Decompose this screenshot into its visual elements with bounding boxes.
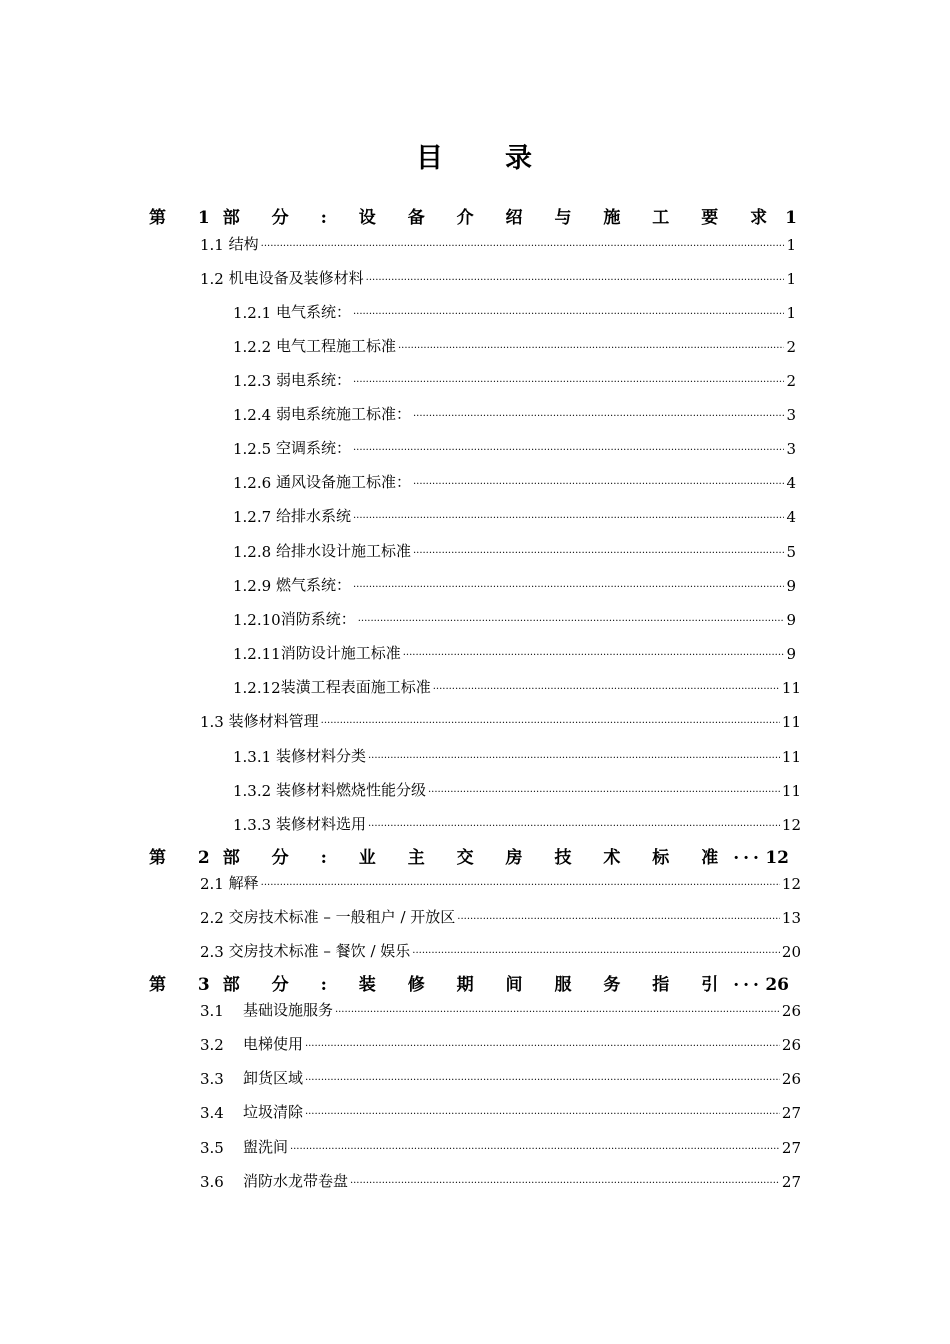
- toc-entry-3-2[interactable]: [200, 1028, 801, 1054]
- toc-entry-text: 电气系统：: [275, 303, 351, 321]
- toc-entry-1-2-7[interactable]: [233, 500, 796, 526]
- toc-page-number: 1: [786, 236, 796, 254]
- toc-entry-1-2-4[interactable]: [233, 398, 796, 424]
- toc-entry-1-2-12[interactable]: [233, 671, 801, 697]
- toc-entry-number: 1.2.4: [233, 406, 272, 424]
- toc-entry-1-2-2[interactable]: [233, 330, 796, 356]
- toc-entry-text: 交房技术标准 – 一般租户 / 开放区: [228, 908, 456, 926]
- toc-entry-text: 通风设备施工标准：: [275, 473, 411, 491]
- toc-entry-text: 装修材料管理: [228, 712, 319, 730]
- toc-entry-number: 1.2.11: [233, 645, 281, 663]
- toc-entry-number: 1.3: [200, 713, 224, 731]
- toc-entry-1-2-10[interactable]: [233, 603, 796, 629]
- toc-page-number: 4: [786, 474, 796, 492]
- toc-entry-number: 3.4: [200, 1104, 224, 1122]
- toc-page-number: 2: [786, 372, 796, 390]
- leader-dots: [305, 1066, 780, 1084]
- toc-page-number: 1: [785, 208, 797, 228]
- leader-dots: [290, 1135, 780, 1153]
- toc-page-number: 11: [781, 713, 801, 731]
- leader-dots: [433, 675, 780, 693]
- toc-entry-1-3[interactable]: [200, 705, 801, 731]
- toc-page-number: 26: [781, 1036, 801, 1054]
- toc-page-number: 12: [781, 816, 801, 834]
- toc-entry-1-2-9[interactable]: [233, 569, 796, 595]
- toc-page-number: 12: [781, 875, 801, 893]
- toc-entry-text: 燃气系统：: [275, 576, 351, 594]
- toc-entry-3-4[interactable]: [200, 1096, 801, 1122]
- toc-page-number: 2: [786, 338, 796, 356]
- toc-entry-1-3-3[interactable]: [233, 808, 801, 834]
- toc-entry-number: 1.2.9: [233, 577, 272, 595]
- toc-entry-number: 1.2.12: [233, 679, 281, 697]
- toc-page-number: 27: [781, 1139, 801, 1157]
- toc-entry-number: 3.3: [200, 1070, 224, 1088]
- toc-page-number: 9: [786, 645, 796, 663]
- toc-entry-number: 1.3.2: [233, 782, 272, 800]
- toc-entry-number: 3.2: [200, 1036, 224, 1054]
- toc-entry-text: 空调系统：: [275, 439, 351, 457]
- toc-entry-number: 1.1: [200, 236, 224, 254]
- leader-dots: [398, 334, 784, 352]
- toc-part-3[interactable]: [149, 969, 789, 995]
- toc-page-number: 20: [781, 943, 801, 961]
- toc-entry-text: 机电设备及装修材料: [228, 269, 364, 287]
- toc-entry-1-2-1[interactable]: [233, 296, 796, 322]
- toc-page-number: 9: [786, 577, 796, 595]
- leader-dots: [413, 470, 784, 488]
- toc-entry-2-3[interactable]: [200, 935, 801, 961]
- toc-page-number: 27: [781, 1173, 801, 1191]
- leader-dots: [350, 1169, 780, 1187]
- toc-entry-1-2-11[interactable]: [233, 637, 796, 663]
- toc-entry-text: 电梯使用: [242, 1035, 303, 1053]
- toc-entry-number: 3.1: [200, 1002, 224, 1020]
- toc-entry-text: 垃圾清除: [242, 1103, 303, 1121]
- toc-entry-number: 1.2.6: [233, 474, 272, 492]
- toc-entry-2-2[interactable]: [200, 901, 801, 927]
- leader-dots: [368, 744, 780, 762]
- toc-entry-1-2-3[interactable]: [233, 364, 796, 390]
- toc-entry-text: 弱电系统施工标准：: [275, 405, 411, 423]
- leader-dots: [457, 905, 780, 923]
- leader-dots: [368, 812, 780, 830]
- toc-page-number: 26: [781, 1070, 801, 1088]
- toc-entry-number: 1.2: [200, 270, 224, 288]
- toc-entry-number: 1.3.3: [233, 816, 272, 834]
- toc-page-number: 13: [781, 909, 801, 927]
- toc-page-number: 3: [786, 406, 796, 424]
- leader-dots: [733, 844, 763, 864]
- toc-entry-text: 装潢工程表面施工标准: [280, 678, 431, 696]
- toc-entry-text: 基础设施服务: [242, 1001, 333, 1019]
- leader-dots: [366, 266, 785, 284]
- toc-entry-number: 2.3: [200, 943, 224, 961]
- leader-dots: [353, 368, 784, 386]
- leader-dots: [413, 402, 784, 420]
- leader-dots: [358, 607, 785, 625]
- leader-dots: [413, 539, 784, 557]
- toc-entry-text: 装修材料分类: [275, 747, 366, 765]
- toc-entry-2-1[interactable]: [200, 867, 801, 893]
- toc-entry-text: 消防系统：: [280, 610, 356, 628]
- toc-part-label: 第 3部 分 : 装 修 期 间 服 务 指 引: [149, 975, 732, 995]
- toc-entry-3-1[interactable]: [200, 994, 801, 1020]
- toc-part-label: 第 1部 分 : 设 备 介 绍 与 施 工 要 求: [149, 208, 781, 228]
- toc-entry-text: 交房技术标准 – 餐饮 / 娱乐: [228, 942, 411, 960]
- leader-dots: [335, 998, 780, 1016]
- toc-page-number: 3: [786, 440, 796, 458]
- leader-dots: [353, 573, 784, 591]
- toc-entry-1-2[interactable]: [200, 262, 796, 288]
- toc-entry-text: 卸货区域: [242, 1069, 303, 1087]
- toc-entry-number: 1.3.1: [233, 748, 272, 766]
- toc-entry-number: 1.2.5: [233, 440, 272, 458]
- page-title: [0, 136, 950, 175]
- leader-dots: [733, 971, 763, 991]
- toc-entry-text: 电气工程施工标准: [275, 337, 396, 355]
- toc-entry-number: 1.2.2: [233, 338, 272, 356]
- toc-page-number: 4: [786, 508, 796, 526]
- toc-page-number: 26: [765, 975, 789, 995]
- toc-page-number: 26: [781, 1002, 801, 1020]
- toc-entry-text: 装修材料燃烧性能分级: [275, 781, 426, 799]
- toc-entry-number: 1.2.8: [233, 543, 272, 561]
- leader-dots: [403, 641, 785, 659]
- toc-entry-1-3-2[interactable]: [233, 774, 801, 800]
- title-char-1: 目: [416, 143, 445, 174]
- toc-page-number: 5: [786, 543, 796, 561]
- toc-page-number: 1: [786, 304, 796, 322]
- leader-dots: [305, 1032, 780, 1050]
- leader-dots: [261, 871, 780, 889]
- toc-page-number: 1: [786, 270, 796, 288]
- toc-entry-1-1[interactable]: [200, 228, 796, 254]
- toc-entry-number: 3.6: [200, 1173, 224, 1191]
- toc-entry-1-2-6[interactable]: [233, 466, 796, 492]
- toc-entry-text: 结构: [228, 235, 259, 253]
- leader-dots: [782, 204, 783, 224]
- toc-page-number: 9: [786, 611, 796, 629]
- toc-entry-text: 弱电系统：: [275, 371, 351, 389]
- toc-entry-text: 给排水系统: [275, 507, 351, 525]
- toc-entry-number: 2.2: [200, 909, 224, 927]
- leader-dots: [321, 709, 780, 727]
- toc-entry-number: 1.2.1: [233, 304, 272, 322]
- toc-entry-number: 2.1: [200, 875, 224, 893]
- toc-entry-1-3-1[interactable]: [233, 740, 801, 766]
- toc-page-number: 11: [781, 748, 801, 766]
- title-char-2: 录: [505, 143, 534, 174]
- leader-dots: [412, 939, 780, 957]
- toc-entry-number: 3.5: [200, 1139, 224, 1157]
- toc-part-label: 第 2部 分 : 业 主 交 房 技 术 标 准: [149, 848, 732, 868]
- toc-entry-text: 解释: [228, 874, 259, 892]
- toc-entry-1-2-5[interactable]: [233, 432, 796, 458]
- leader-dots: [305, 1100, 780, 1118]
- toc-entry-3-6[interactable]: [200, 1165, 801, 1191]
- toc-entry-text: 装修材料选用: [275, 815, 366, 833]
- leader-dots: [353, 300, 784, 318]
- leader-dots: [353, 504, 784, 522]
- toc-entry-text: 消防设计施工标准: [280, 644, 401, 662]
- toc-page-number: 27: [781, 1104, 801, 1122]
- toc-entry-text: 给排水设计施工标准: [275, 542, 411, 560]
- toc-entry-number: 1.2.7: [233, 508, 272, 526]
- toc-page-number: 11: [781, 782, 801, 800]
- leader-dots: [353, 436, 784, 454]
- toc-entry-text: 盥洗间: [242, 1138, 288, 1156]
- toc-part-2[interactable]: [149, 842, 789, 868]
- toc-entry-text: 消防水龙带卷盘: [242, 1172, 348, 1190]
- toc-entry-number: 1.2.10: [233, 611, 281, 629]
- toc-part-1[interactable]: [149, 202, 797, 228]
- toc-entry-3-5[interactable]: [200, 1131, 801, 1157]
- toc-page-number: 12: [765, 848, 789, 868]
- leader-dots: [261, 232, 785, 250]
- leader-dots: [428, 778, 780, 796]
- toc-entry-1-2-8[interactable]: [233, 535, 796, 561]
- toc-entry-number: 1.2.3: [233, 372, 272, 390]
- toc-page-number: 11: [781, 679, 801, 697]
- toc-entry-3-3[interactable]: [200, 1062, 801, 1088]
